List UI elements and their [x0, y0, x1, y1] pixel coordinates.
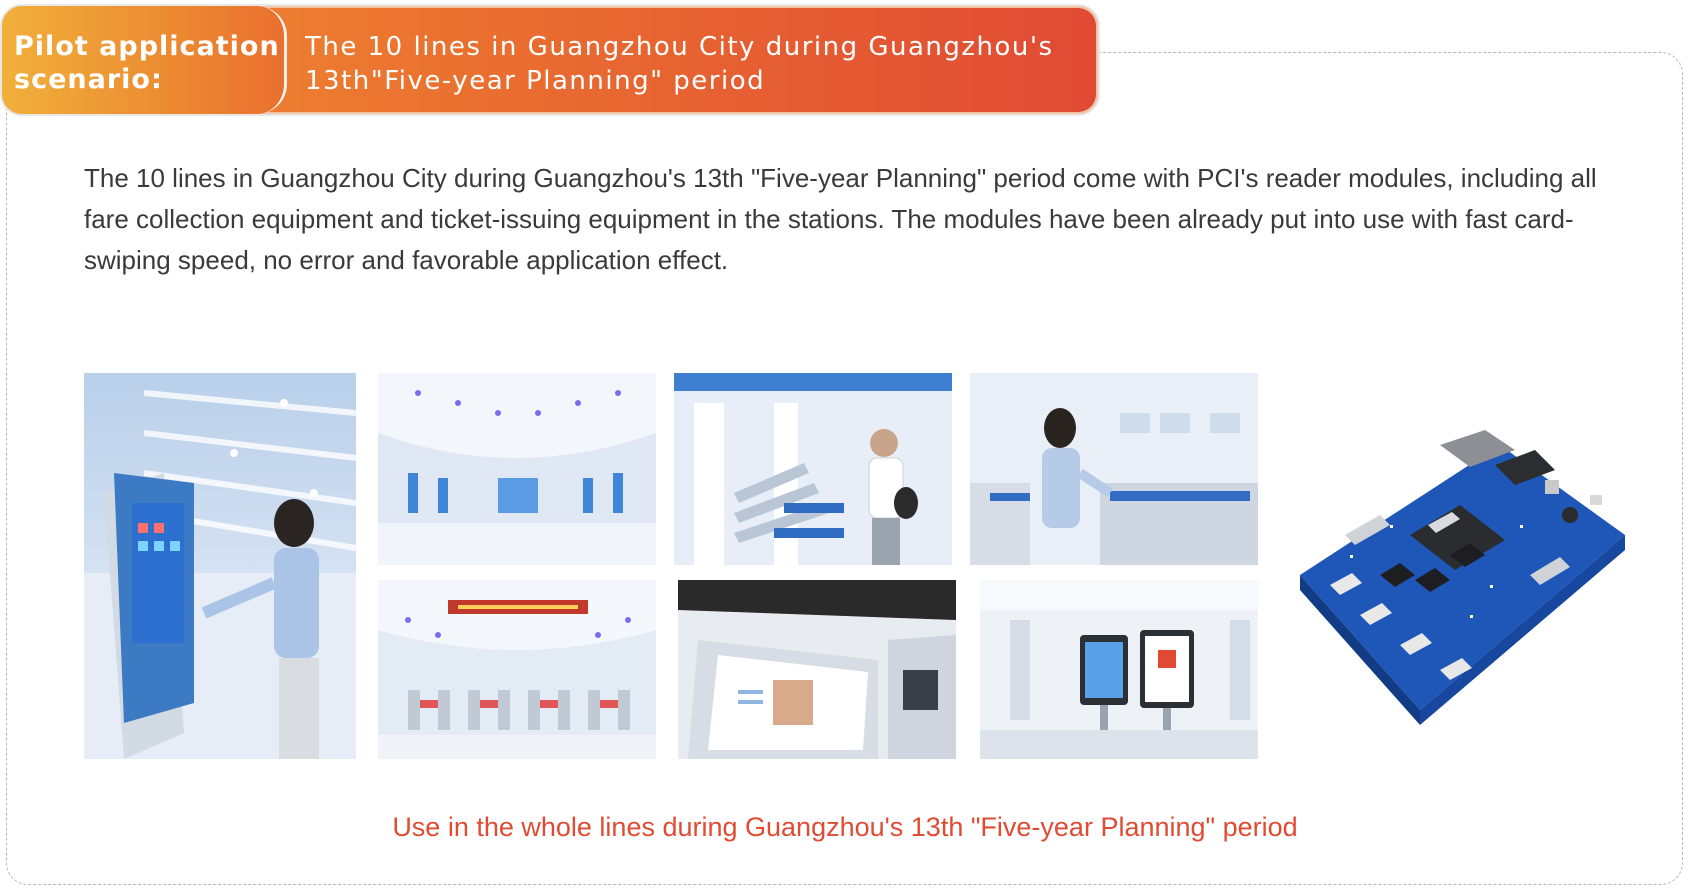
- gate-row-photo: [378, 580, 656, 759]
- header-label: Pilot application scenario:: [2, 6, 287, 114]
- reader-module-circuit-board: [1290, 425, 1630, 735]
- kiosk-photo: [84, 373, 356, 759]
- fare-gate-woman-photo: [970, 373, 1258, 565]
- description-text: The 10 lines in Guangzhou City during Guangzhou's 13th "Five-year Planning" period come with PCI's reader modules, including all fare collection equipment and ticket-issuing equipment in the stations. The modules have been already put into use with fast card-swiping speed, no error and favorable application effect.: [84, 163, 1597, 275]
- fare-gate-photo: [674, 373, 952, 565]
- ticket-machine-screen-photo: [678, 580, 956, 759]
- face-recognition-terminal-photo: [980, 580, 1258, 759]
- header-title: The 10 lines in Guangzhou City during Guangzhou's 13th"Five-year Planning" period: [305, 32, 1054, 96]
- caption-text: Use in the whole lines during Guangzhou's 13th "Five-year Planning" period: [392, 812, 1298, 842]
- section-header: [0, 4, 1100, 116]
- station-hall-photo: [378, 373, 656, 565]
